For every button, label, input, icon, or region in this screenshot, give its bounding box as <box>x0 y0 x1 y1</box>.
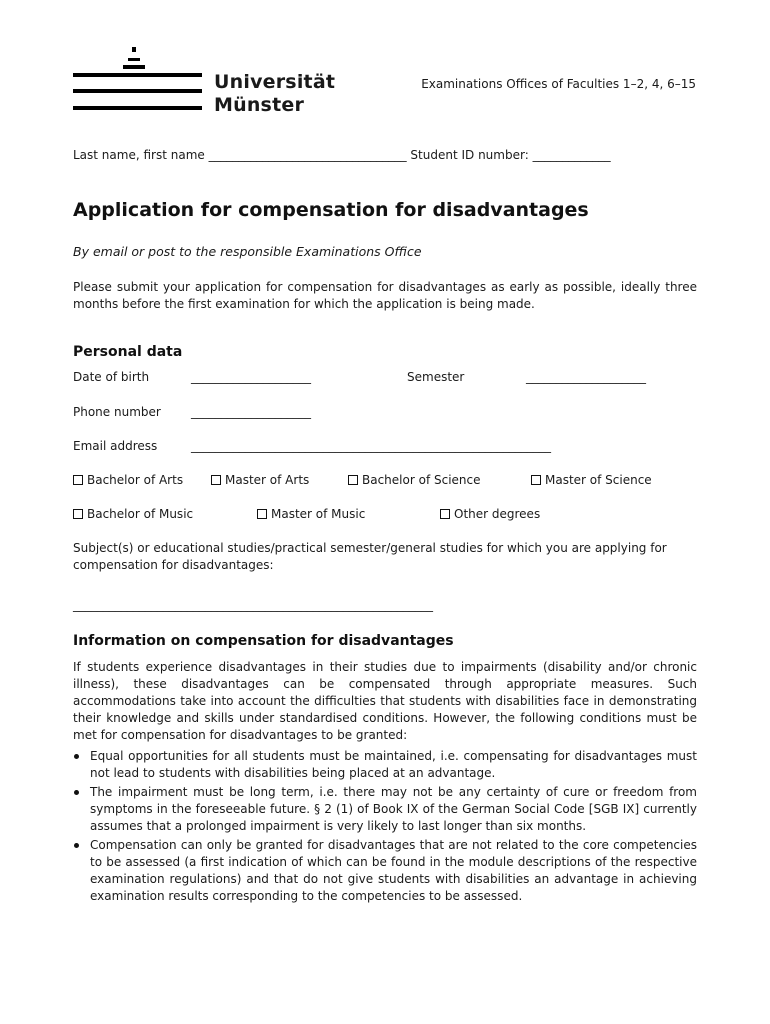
personal-data-heading: Personal data <box>73 344 183 360</box>
logo-bar-2 <box>73 89 202 93</box>
checkbox-label: Master of Arts <box>225 473 310 487</box>
checkbox[interactable] <box>211 475 221 485</box>
bullet-text: The impairment must be long term, i.e. there may not be any certainty of cure or freedom from symptoms in the foreseeable future. § 2 (1) of Book IX of the German Social Code [SGB IX] currently assumes that a prolonged impairment is very likely to last longer than six months. <box>90 785 697 833</box>
degree-option-bachelor-of-arts[interactable] <box>73 472 183 489</box>
list-item <box>73 748 697 782</box>
logo-mark-top <box>132 47 136 52</box>
list-item <box>73 784 697 835</box>
info-heading: Information on compensation for disadvantages <box>73 633 454 649</box>
logo-line-1: Universität <box>214 71 336 93</box>
name-field[interactable]: _________________________________ <box>208 148 407 162</box>
degree-option-bachelor-of-music[interactable] <box>73 506 193 523</box>
checkbox[interactable] <box>73 475 83 485</box>
degree-option-master-of-arts[interactable] <box>211 472 309 489</box>
logo-bar-1 <box>73 73 202 77</box>
subjects-question: Subject(s) or educational studies/practical semester/general studies for which you are applying for compensation for disadvantages: <box>73 541 667 572</box>
checkbox[interactable] <box>440 509 450 519</box>
checkbox-label: Bachelor of Science <box>362 473 481 487</box>
phone-field[interactable]: ____________________ <box>191 405 311 419</box>
bullet-icon <box>74 754 79 759</box>
subtitle: By email or post to the responsible Examinations Office <box>73 244 422 259</box>
subjects-field[interactable]: ____________________________________________________________ <box>73 598 433 612</box>
logo-line-2: Münster <box>214 94 305 116</box>
degree-option-master-of-science[interactable] <box>531 472 652 489</box>
bullet-text: Compensation can only be granted for disadvantages that are not related to the core competencies to be assessed (a first indication of which can be found in the module descriptions of the respective examination regulations) and that do not give students with disabilities an advantage in achieving examination results corresponding to the competencies to be assessed. <box>90 838 697 903</box>
intro-paragraph: Please submit your application for compensation for disadvantages as early as possible, ideally three months before the first examination for which the application is being made. <box>73 280 697 311</box>
checkbox[interactable] <box>73 509 83 519</box>
degree-option-master-of-music[interactable] <box>257 506 365 523</box>
logo-mark-mid <box>123 65 145 69</box>
degree-option-bachelor-of-science[interactable] <box>348 472 481 489</box>
email-field[interactable]: ____________________________________________________________ <box>191 439 551 453</box>
semester-field[interactable]: ____________________ <box>526 370 646 384</box>
checkbox[interactable] <box>531 475 541 485</box>
student-id-label: Student ID number: <box>410 148 529 162</box>
student-id-field[interactable]: _____________ <box>532 148 611 162</box>
name-id-line <box>73 147 611 164</box>
bullet-icon <box>74 790 79 795</box>
name-label: Last name, first name <box>73 148 205 162</box>
checkbox-label: Master of Music <box>271 507 366 521</box>
checkbox-label: Other degrees <box>454 507 541 521</box>
office-label: Examinations Offices of Faculties 1–2, 4, 6–15 <box>421 77 696 91</box>
email-label: Email address <box>73 439 158 453</box>
checkbox-label: Bachelor of Music <box>87 507 194 521</box>
list-item <box>73 837 697 905</box>
phone-label: Phone number <box>73 405 161 419</box>
info-paragraph: If students experience disadvantages in their studies due to impairments (disability and/or chronic illness), these disadvantages can be compensated through appropriate measures. Such accommodations take into account the difficulties that students with disabilities face in demonstrating their knowledge and skills under standardised conditions. However, the following conditions must be met for compensation for disadvantages to be granted: <box>73 660 697 742</box>
page-title: Application for compensation for disadvantages <box>73 199 589 221</box>
bullet-icon <box>74 843 79 848</box>
checkbox-label: Master of Science <box>545 473 652 487</box>
bullet-text: Equal opportunities for all students must be maintained, i.e. compensating for disadvantages must not lead to students with disabilities being placed at an advantage. <box>90 749 697 780</box>
degree-option-other-degrees[interactable] <box>440 506 540 523</box>
conditions-list <box>73 748 697 907</box>
checkbox[interactable] <box>348 475 358 485</box>
checkbox[interactable] <box>257 509 267 519</box>
dob-field[interactable]: ____________________ <box>191 370 311 384</box>
dob-label: Date of birth <box>73 370 150 384</box>
logo-mark-small <box>128 58 140 61</box>
logo-bar-3 <box>73 106 202 110</box>
semester-label: Semester <box>407 370 465 384</box>
checkbox-label: Bachelor of Arts <box>87 473 184 487</box>
